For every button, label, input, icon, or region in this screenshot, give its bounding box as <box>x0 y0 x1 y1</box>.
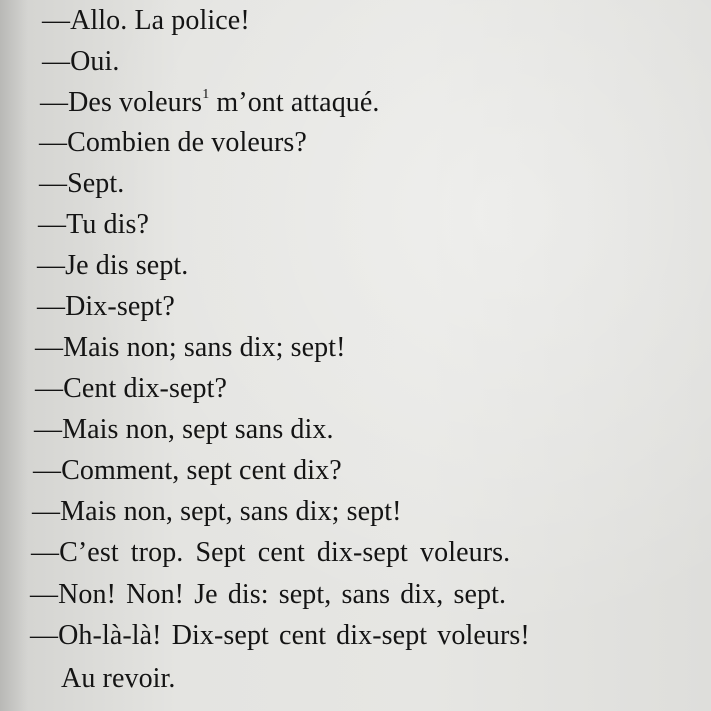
dialogue-line: —Je dis sept. <box>37 250 189 281</box>
dialogue-line: —Combien de voleurs? <box>39 127 307 158</box>
dialogue-line: —Tu dis? <box>38 209 150 240</box>
page-shadow <box>0 0 28 711</box>
dialogue-line-end: m’ont attaqué. <box>209 87 380 118</box>
dialogue-line: —C’est trop. Sept cent dix-sept voleurs. <box>31 537 511 568</box>
dialogue-line-start: —Des voleurs <box>40 87 203 118</box>
dialogue-line: Au revoir. <box>61 663 176 694</box>
dialogue-line: —Cent dix-sept? <box>35 373 228 404</box>
dialogue-line: —Oh-là-là! Dix-sept cent dix-sept voleurs! <box>30 620 530 651</box>
dialogue-line: —Non! Non! Je dis: sept, sans dix, sept. <box>30 579 507 610</box>
dialogue-line: —Comment, sept cent dix? <box>33 455 342 486</box>
dialogue-line: —Sept. <box>39 168 125 199</box>
footnote-marker: 1 <box>202 86 210 102</box>
dialogue-line: —Mais non, sept, sans dix; sept! <box>32 496 402 527</box>
dialogue-line <box>40 88 380 118</box>
dialogue-line: —Dix-sept? <box>37 291 175 322</box>
dialogue-line: —Mais non; sans dix; sept! <box>35 332 346 363</box>
dialogue-line: —Allo. La police! <box>42 5 250 36</box>
dialogue-line: —Mais non, sept sans dix. <box>34 414 334 445</box>
dialogue-line: —Oui. <box>42 46 120 77</box>
